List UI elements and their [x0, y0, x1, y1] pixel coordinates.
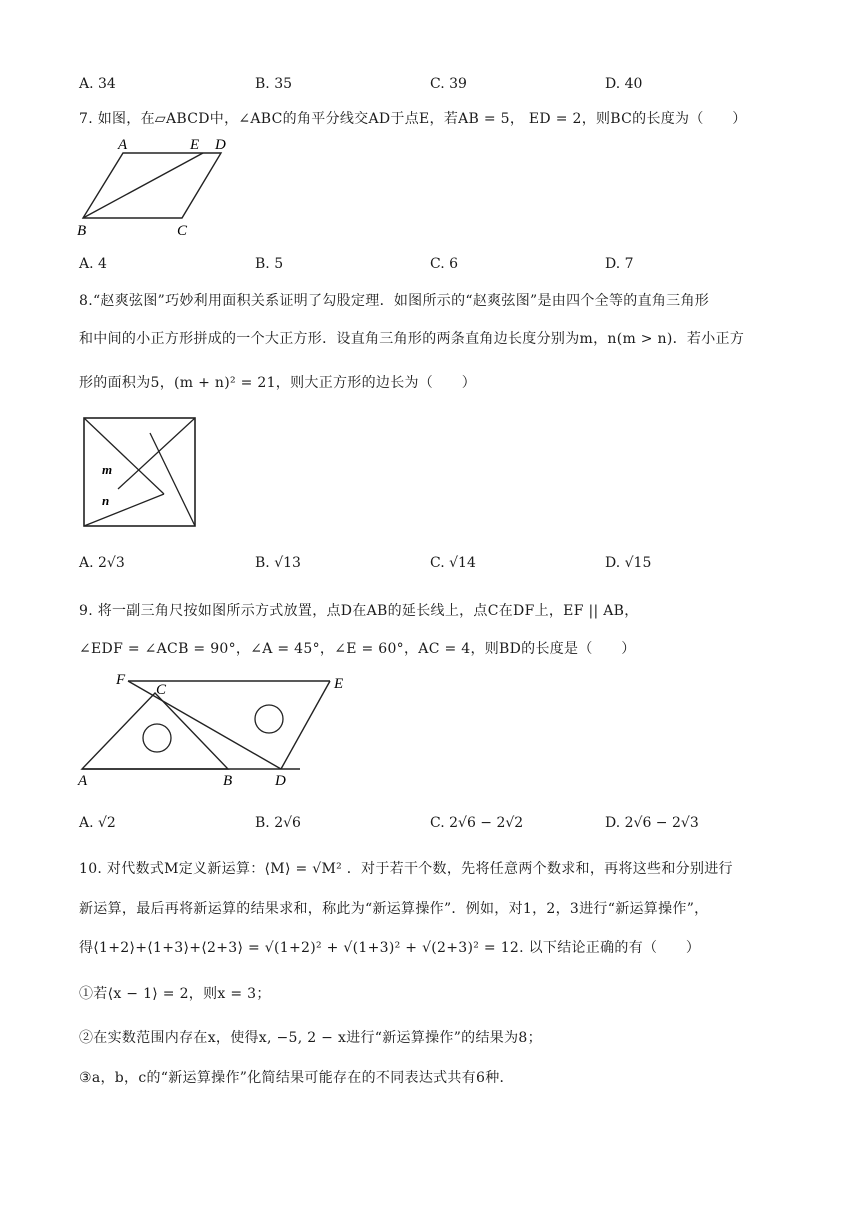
q7-label-c: C — [177, 223, 188, 239]
q9-label-b: B — [223, 773, 233, 789]
q8-stem-line2: 和中间的小正方形拼成的一个大正方形．设直角三角形的两条直角边长度分别为m，n(m > n)．若小正方 — [79, 331, 745, 347]
q6-option-a: A. 34 — [79, 76, 116, 92]
q7-stem: 7. 如图，在▱ABCD中，∠ABC的角平分线交AD于点E，若AB = 5， ED = 2，则BC的长度为（ ） — [79, 111, 747, 127]
q8-zhao-shuang-figure — [80, 414, 202, 532]
q7-option-c: C. 6 — [430, 256, 459, 272]
q8-label-n: n — [102, 493, 110, 508]
q10-statement-1: ①若⟨x − 1⟩ = 2，则x = 3； — [79, 986, 271, 1002]
q9-label-f: F — [116, 672, 126, 688]
q10-statement-2: ②在实数范围内存在x，使得x, −5, 2 − x进行“新运算操作”的结果为8； — [79, 1030, 542, 1046]
q8-label-m: m — [102, 462, 113, 477]
q6-option-c: C. 39 — [430, 76, 467, 92]
q7-label-e: E — [190, 137, 200, 153]
q8-option-d: D. √15 — [605, 555, 652, 571]
q9-stem-line2: ∠EDF = ∠ACB = 90°，∠A = 45°，∠E = 60°，AC = 4，则BD的长度是（ ） — [79, 641, 636, 657]
q9-option-a: A. √2 — [79, 815, 116, 831]
q6-option-b: B. 35 — [255, 76, 293, 92]
q8-option-a: A. 2√3 — [79, 555, 125, 571]
q9-triangle-rulers-figure — [74, 668, 364, 790]
q9-label-e: E — [334, 676, 344, 692]
q8-stem-line1: 8.“赵爽弦图”巧妙利用面积关系证明了勾股定理．如图所示的“赵爽弦图”是由四个全等的直角三角形 — [79, 293, 710, 309]
q9-stem-line1: 9. 将一副三角尺按如图所示方式放置，点D在AB的延长线上，点C在DF上，EF || AB， — [79, 603, 639, 619]
q7-label-a: A — [118, 137, 128, 153]
q8-option-c: C. √14 — [430, 555, 476, 571]
q9-label-d: D — [275, 773, 286, 789]
q9-option-d: D. 2√6 − 2√3 — [605, 815, 699, 831]
q7-option-a: A. 4 — [79, 256, 107, 272]
q8-stem-line3: 形的面积为5，(m + n)² = 21，则大正方形的边长为（ ） — [79, 375, 477, 391]
q10-stem-line3: 得⟨1+2⟩+⟨1+3⟩+⟨2+3⟩ = √(1+2)² + √(1+3)² + √(2+3)² = 12. 以下结论正确的有（ ） — [79, 940, 701, 956]
q10-stem-line2: 新运算，最后再将新运算的结果求和，称此为“新运算操作”．例如，对1，2，3进行“新运算操作”， — [79, 901, 709, 917]
q7-option-d: D. 7 — [605, 256, 634, 272]
q7-label-d: D — [215, 137, 226, 153]
q8-option-b: B. √13 — [255, 555, 301, 571]
q10-stem-line1: 10. 对代数式M定义新运算：⟨M⟩ = √M² ．对于若干个数，先将任意两个数求和，再将这些和分别进行 — [79, 861, 733, 877]
q9-label-c: C — [156, 682, 167, 698]
q7-parallelogram-figure — [74, 135, 234, 240]
q7-label-b: B — [77, 223, 87, 239]
q6-option-d: D. 40 — [605, 76, 643, 92]
q9-option-c: C. 2√6 − 2√2 — [430, 815, 524, 831]
q9-label-a: A — [78, 773, 88, 789]
q10-statement-3: ③a，b，c的“新运算操作”化简结果可能存在的不同表达式共有6种． — [79, 1070, 514, 1086]
q7-option-b: B. 5 — [255, 256, 284, 272]
q9-option-b: B. 2√6 — [255, 815, 301, 831]
